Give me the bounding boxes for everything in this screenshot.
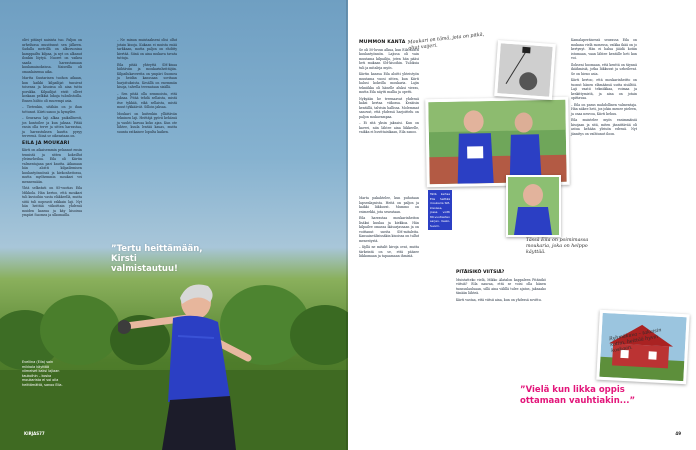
paragraph: – Kyllä ne mitalit kivoja ovat, mutta tärkeintä on se, että pääsee liikkumaan ja tapaamaan ihmisiä. — [359, 245, 419, 258]
section-heading: EILA JA MOUKARI — [22, 140, 70, 146]
paragraph: Eila harrastaa moukarinheiton lisäksi kuulaa ja kiekkoa. Hän kilpailee omassa ikäsarjassaan ja on voittanut useita SM-mitaleita. Kansainvälisissäkin kisoissa on tullut menestystä. — [359, 216, 419, 243]
right-column-3 — [456, 268, 546, 304]
paragraph: – Ne minun muistaakseni olisi ollut jotain kisoja. Kukaan ei muista enää tarkkaan, mutta paljon on ehditty kiertää. Siinä on aina mukava tavata tuttuja. — [117, 38, 177, 60]
right-column-4 — [571, 38, 637, 138]
paragraph: – Ei sitä yksin jaksaisi. Kun on kaveri, niin lähtee aina liikkeelle, vaikka ei huvittaisikaan, Eila sanoo. — [359, 121, 419, 134]
paragraph: Kiirti vastaa, että viitsii aina, kun on yhdessä sovittu. — [456, 297, 542, 302]
paragraph: Martta Suutarinen tuohon aikaan, kun kaikki kilpailijat tunsivat toisensa ja kisoissa oli aina tuttu porukka. Kilpailijat eivät olleet koskaan pelkkiä lukuja tuloslistoilla. Ennen hiihto oli suurempi asia. — [22, 76, 82, 103]
paragraph: Kiirti on aikaisemmin pelannut ensin tennistä ja sitten kokeillut yleisurheilua. Eila oli Kiirtin valmentajana pari kautta. Aikanaan hän aloitti kilpailemisen kuulantyönnössä ja kiekonheitossa, mutta myöhemmin moukari vei mennessään. — [22, 148, 82, 184]
paragraph: Eila pitää yhteyttä SM-kisaa hiihtäviin ja moukarinheittäjiin. Kilpailukavereita on ympäri Suomea ja heidän kanssaan sovitaan harjoituksista. Kesällä on enemmän kisoja, talvella treenataan sisällä. — [117, 62, 177, 89]
left-column-2 — [117, 38, 177, 136]
right-column-2 — [359, 196, 419, 261]
two-athletes-photo — [428, 100, 566, 184]
left-column-1 — [22, 38, 82, 220]
photo-caption: Tällä kertaa Eila heittää moukaria SM-kisoissa, jossa voitti 80-vuotiaiden sarjan. Keski-Suomi. — [430, 192, 450, 228]
polaroid-photo — [425, 97, 570, 187]
handwritten-label: Moukari on tämä, jota on pitkä, ohut vaijeri. — [407, 32, 485, 52]
paragraph: – Tietenkin, sitähän on jo ihan tottunut. Kiirti sanoo ja hymyilee. — [22, 105, 82, 114]
polaroid-photo — [506, 175, 561, 237]
paragraph: olivi pitänyt naisista tuo. Paljon on urheilussa muuttunut sen jälkeen. Sadalla metrillä on alkuvuosina kamppailtu kilpaa, ja nyt on alkanut ilonkin löytyä. Nuoret on vaikea saada harrastamaan kuulamainoksissa. Naiseilla oli omanlaisensa aika. — [22, 38, 82, 74]
paragraph: Se oli 50-luvun alkua, kun Eila aloitti kuulantyönnön. Lajissa oli vain muutama kilpailija, joten hän pääsi heti mukaan SM-kisoihin. Tuloksia tuli ja mitaleja myös. — [359, 47, 419, 70]
pull-quote: ”Tertu heittämään, Kirsti valmistautuu! — [111, 244, 203, 274]
paragraph: Nykyään he treenaavat yhdessä kaksi kertaa viikossa. Kesäisin kentällä, talvisin hallissa. Molemmat sanovat, että yhdessä harjoittelu on paljon mukavampaa. — [359, 96, 419, 119]
page-folio: KIRJAS77 — [24, 431, 45, 436]
athlete-portrait-photo — [508, 177, 559, 235]
section-heading: MUMMON KANTA — [359, 40, 406, 45]
paragraph: Muistatteko vielä, Mikko Alatalon kappaleen Pitäisikö viitsiä? Eila nauraa, että se voisi olla hänen tunnuslauluaan, sillä aina välillä tulee ajatus, jaksaako tänään lähteä. — [456, 277, 546, 295]
paragraph: Marta pakahtelee, kun puhutaan lapsenlapsista. Heitä on paljon ja kaikki liikkuvat. Mummo on esimerkki, jota seurataan. — [359, 196, 419, 214]
paragraph: – Eila on paras mahdollinen valmentaja. Hän näkee heti, jos jokin menee pieleen, ja osaa neuvoa, Kiirti kehuu. — [571, 102, 637, 116]
photo-caption-box — [428, 190, 452, 230]
right-page — [348, 0, 696, 450]
paragraph: – Seuraava laji alkaa paikallisesti, jos kuntoilee ja kun jaksaa. Pitää ensin olla terve ja sitten harrastaa, ja harrastuksen kautta pysyy terveenä. Siinä se oikeastaan on. — [22, 116, 82, 138]
photo-caption: Eveliina (Eila) sain mikkola käyttää viimeiset kaksi lajiaan taukoihin – koska moukarista ei voi olla heittämättä, sanoo Eila. — [22, 360, 63, 387]
paragraph: Kiirtin kanssa Eila aloitti yhteistyön muutama vuosi sitten, kun Kiirti halusi kokeilla moukaria. Lajin tekniikka oli hänelle aluksi vieras, mutta Eila näytti mallia ja opetti. — [359, 72, 419, 94]
paragraph: – Sen pitää olla semmoista, että jaksaa. Pitää tehdä sellaista, mistä itse tykkää, eikä sellaista, mistä muut tykkäävät. Silloin jaksaa. — [117, 91, 177, 109]
hammer-photo — [497, 43, 552, 97]
right-column-1 — [359, 38, 419, 137]
handwritten-label: Tässä Eila on poimimassa moukaria, joka on helppo käyttää. — [526, 238, 589, 255]
woman-athlete-photo — [118, 278, 268, 450]
handwritten-label: Ryhmäkuva – takaisin kotiin, heittää hyvin koskaan. — [608, 328, 662, 355]
paragraph: Yhtä selkeästi on 85-vuotias Eila Mikkola. Hän kertoo, että moukari tuli kuvioihin vasta eläkkeellä, mutta siitä tuli nopeasti rakkain laji. Nyt hän heittää viikoittain yhdessä muiden kanssa ja käy kisoissa ympäri Suomea ja ulkomailla. — [22, 186, 82, 217]
polaroid-hammer-photo — [494, 40, 556, 100]
page-folio: 49 — [675, 431, 681, 436]
paragraph: Kiirti kertoo, että moukarinheitto on tuonut hänen elämäänsä uutta sisältöä. Laji vaatii tekniikkaa, voimaa ja keskittymistä, ja aina on jotain opittavaa. — [571, 78, 637, 100]
section-heading: PITÄISIKÖ VIITSIÄ? — [456, 270, 505, 275]
pull-quote: ”Vielä kun likka oppis ottamaan vauhtiakin...” — [520, 385, 636, 406]
paragraph: Kamalaperäisessä seurassa Eila on mukana vielä monessa, vaikka ikää on jo kertynyt. Hän ei halua jäädä kotiin istumaan, vaan lähtee kentälle heti kun voi. — [571, 38, 637, 60]
paragraph: Moukari on kuitenkin yllättävän tekninen laji. Heittäjä pyörii kehässä ja vauhti kasvaa koko ajan. Kun ote lähtee, kuula lentää kauas, mutta suunta ratkaisee lopulta kaiken. — [117, 111, 177, 134]
paragraph: Eila muistelee myös ensimmäisiä kisojaan ja sitä, miten jännittävää oli astua kehään yleisön edessä. Nyt jännitys on vaihtunut iloon. — [571, 118, 637, 136]
paragraph: Ilokseni huomaan, että kenttä on täynnä ikäihmisiä, jotka liikkuvat ja urheilevat. Se on hieno asia. — [571, 62, 637, 76]
